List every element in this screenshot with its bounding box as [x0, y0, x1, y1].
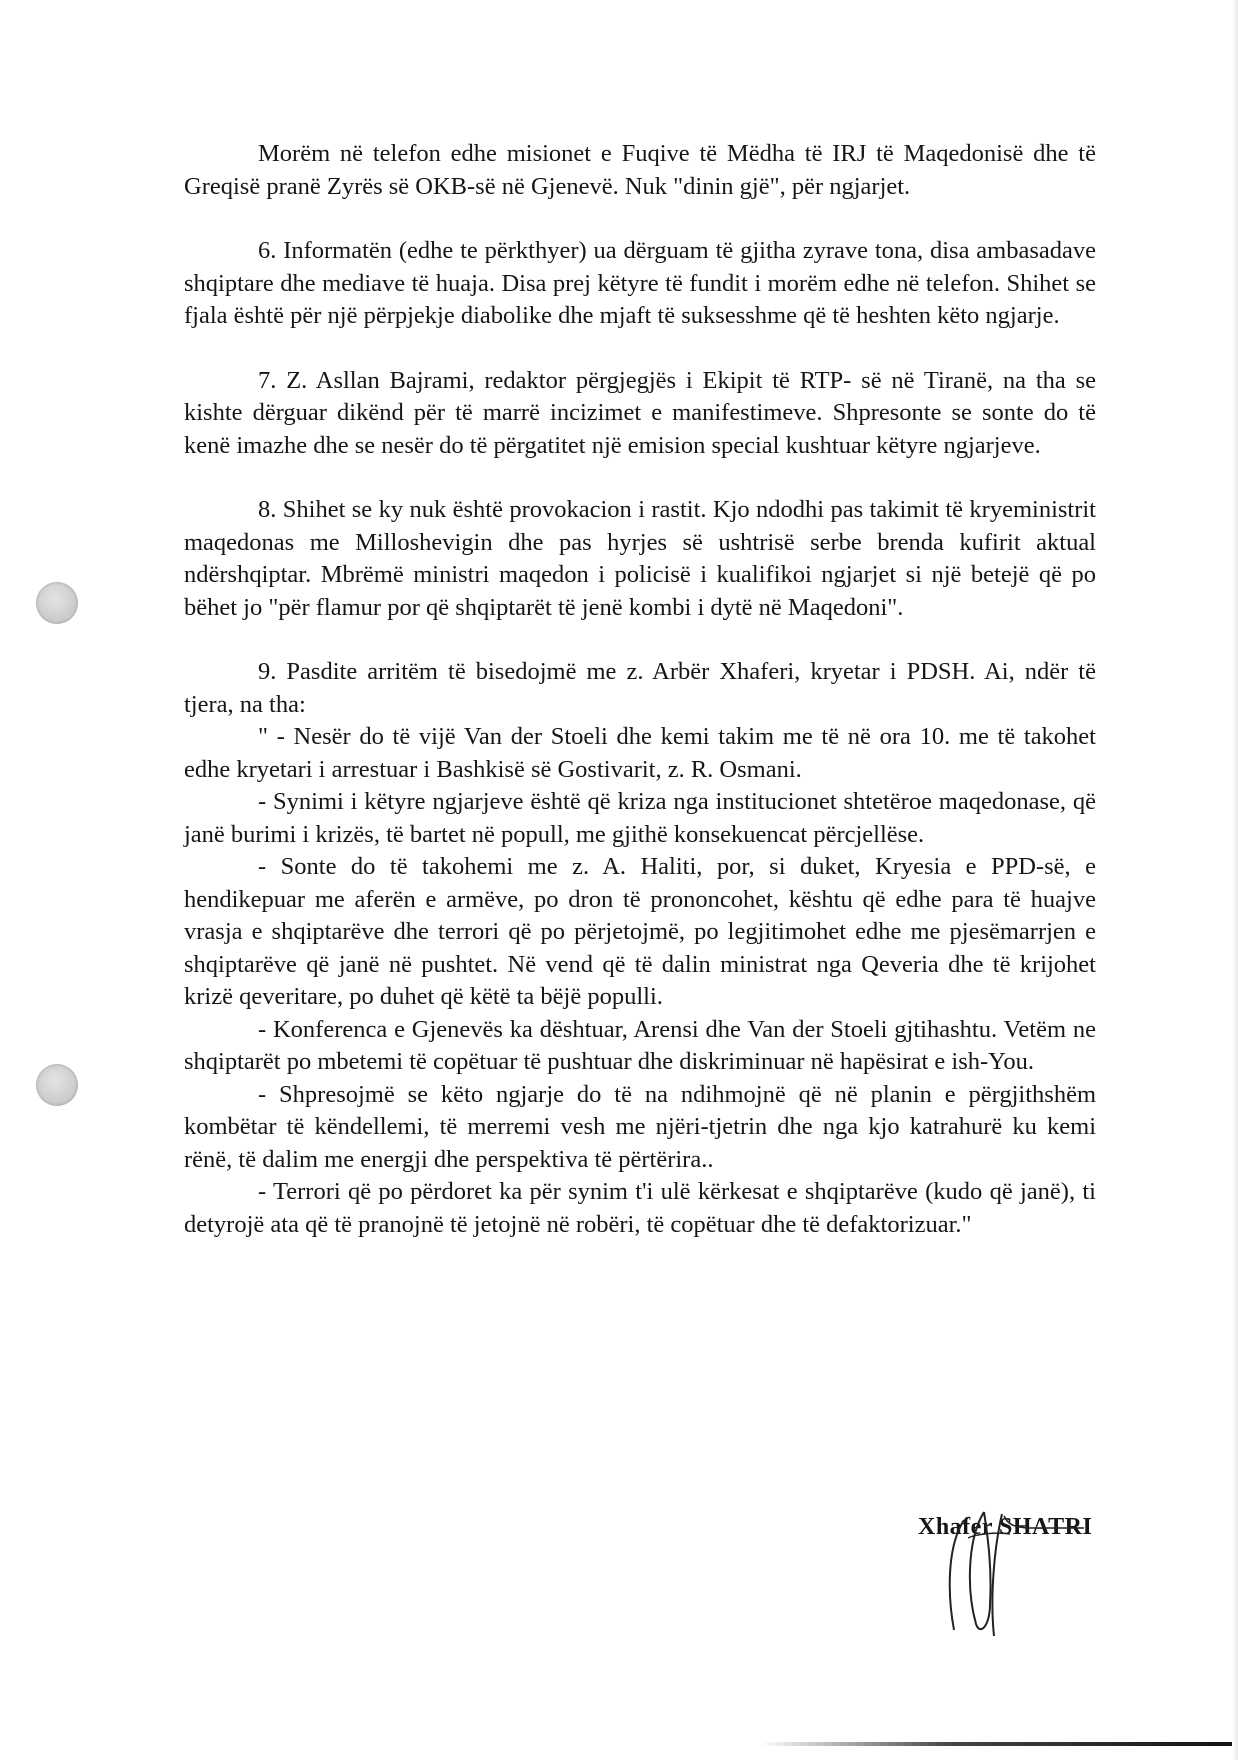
punch-hole — [36, 1064, 78, 1106]
quote-item: " - Nesër do të vijë Van der Stoeli dhe kemi takim me të në ora 10. me të takohet edhe kryetari i arrestuar i Bashkisë së Gostivarit, z. R. Osmani. — [184, 723, 1096, 783]
punch-hole — [36, 582, 78, 624]
scan-edge-line — [760, 1742, 1238, 1746]
quote-item: - Sonte do të takohemi me z. A. Haliti, por, si duket, Kryesia e PPD-së, e hendikepuar me aferën e armëve, po dron të prononcohet, kështu që edhe para të huajve vrasja e shqiptarëve dhe terrori që po përjetojmë, po legjitimohet edhe me pjesëmarrjen e shqiptarëve që janë në pushtet. Në vend që të dalin ministrat nga Qeveria dhe të krijohet krizë qeveritare, po duhet që këtë ta bëjë populli. — [184, 853, 1096, 1010]
quote-item: - Konferenca e Gjenevës ka dështuar, Arensi dhe Van der Stoeli gjtihashtu. Vetëm ne shqiptarët po mbetemi të copëtuar të pushtuar dhe diskriminuar në hapësirat e ish-You. — [184, 1015, 1096, 1075]
paragraph-7: 7. Z. Asllan Bajrami, redaktor përgjegjës i Ekipit të RTP- së në Tiranë, na tha se kishte dërguar dikënd për të marrë incizimet e manifestimeve. Shpresonte se sonte do të kenë imazhe dhe se nesër do të përgatitet një emision special kushtuar këtyre ngjarjeve. — [184, 366, 1096, 459]
quote-item: - Shpresojmë se këto ngjarje do të na ndihmojnë që në planin e përgjithshëm kombëtar të këndellemi, të merremi vesh me njëri-tjetrin dhe nga kjo katrahurë ku kemi rënë, të dalim me energji dhe perspektiva të përtërira.. — [184, 1080, 1096, 1173]
paragraph-9: 9. Pasdite arritëm të bisedojmë me z. Arbër Xhaferi, kryetar i PDSH. Ai, ndër të tjera, na tha: — [184, 658, 1096, 718]
handwritten-signature — [906, 1508, 1106, 1638]
document-body — [184, 138, 1096, 1241]
signature-name: Xhafer SHATRI — [918, 1514, 1093, 1540]
paragraph-8: 8. Shihet se ky nuk është provokacion i rastit. Kjo ndodhi pas takimit të kryeministrit maqedonas me Milloshevigin dhe pas hyrjes së ushtrisë serbe brenda kufirit aktual ndërshqiptar. Mbrëmë ministri maqedon i policisë i kualifikoi ngjarjet si një betejë që po bëhet jo "për flamur por që shqiptarët të jenë kombi i dytë në Maqedoni". — [184, 496, 1096, 621]
quote-item: - Terrori që po përdoret ka për synim t'i ulë kërkesat e shqiptarëve (kudo që janë), ti detyrojë ata që të pranojnë të jetojnë në robëri, të copëtuar dhe të defaktorizuar." — [184, 1178, 1096, 1238]
paragraph-6: 6. Informatën (edhe te përkthyer) ua dërguam të gjitha zyrave tona, disa ambasadave shqiptare dhe mediave të huaja. Disa prej këtyre të fundit i morëm edhe në telefon. Shihet se fjala është për një përpjekje diabolike dhe mjaft të suksesshme që të heshten këto ngjarje. — [184, 237, 1096, 329]
paragraph-intro: Morëm në telefon edhe misionet e Fuqive të Mëdha të IRJ të Maqedonisë dhe të Greqisë pranë Zyrës së OKB-së në Gjenevë. Nuk "dinin gjë", për ngjarjet. — [184, 140, 1096, 200]
scan-edge-shadow — [1232, 0, 1238, 1760]
quote-item: - Synimi i këtyre ngjarjeve është që kriza nga institucionet shtetëroe maqedonase, që janë burimi i krizës, të bartet në popull, me gjithë konsekuencat përcjellëse. — [184, 788, 1096, 848]
